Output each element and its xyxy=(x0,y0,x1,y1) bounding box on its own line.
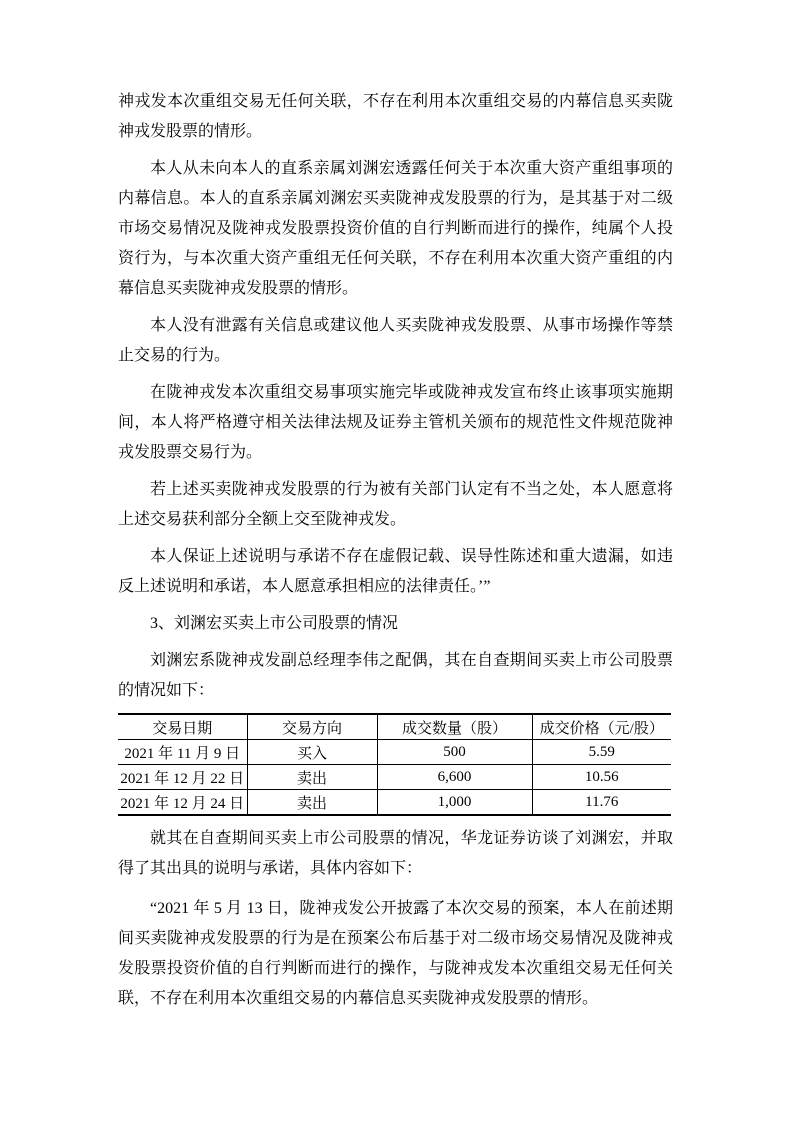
table-row xyxy=(118,765,671,790)
paragraphs-after-table xyxy=(118,824,673,1014)
table-cell: 2021 年 12 月 22 日 xyxy=(118,765,247,790)
column-header: 交易方向 xyxy=(247,714,377,740)
table-cell: 5.59 xyxy=(532,740,671,765)
table-cell: 买入 xyxy=(247,740,377,765)
table-header-row xyxy=(118,714,671,740)
table-cell: 2021 年 12 月 24 日 xyxy=(118,790,247,816)
table-row xyxy=(118,740,671,765)
table-cell: 11.76 xyxy=(532,790,671,816)
table-cell: 1,000 xyxy=(377,790,532,816)
table-cell: 2021 年 11 月 9 日 xyxy=(118,740,247,765)
paragraphs-before-table xyxy=(118,87,673,706)
column-header: 成交数量（股） xyxy=(377,714,532,740)
paragraph: 神戎发本次重组交易无任何关联，不存在利用本次重组交易的内幕信息买卖陇神戎发股票的情形。 xyxy=(118,93,673,140)
section-heading: 3、刘渊宏买卖上市公司股票的情况 xyxy=(150,615,399,632)
paragraph: 本人保证上述说明与承诺不存在虚假记载、误导性陈述和重大遗漏，如违反上述说明和承诺，本人愿意承担相应的法律责任。’” xyxy=(118,548,673,595)
table-row xyxy=(118,790,671,816)
table-cell: 500 xyxy=(377,740,532,765)
table-cell: 10.56 xyxy=(532,765,671,790)
paragraph: 若上述买卖陇神戎发股票的行为被有关部门认定有不当之处，本人愿意将上述交易获利部分全额上交至陇神戎发。 xyxy=(118,481,673,528)
paragraph: 刘渊宏系陇神戎发副总经理李伟之配偶，其在自查期间买卖上市公司股票的情况如下： xyxy=(118,652,673,699)
table-cell: 卖出 xyxy=(247,765,377,790)
paragraph: 本人没有泄露有关信息或建议他人买卖陇神戎发股票、从事市场操作等禁止交易的行为。 xyxy=(118,317,673,364)
paragraph: 在陇神戎发本次重组交易事项实施完毕或陇神戎发宣布终止该事项实施期间，本人将严格遵守相关法律法规及证券主管机关颁布的规范性文件规范陇神戎发股票交易行为。 xyxy=(118,384,673,461)
table-cell: 6,600 xyxy=(377,765,532,790)
stock-trades-table xyxy=(118,713,671,816)
paragraph: “2021 年 5 月 13 日，陇神戎发公开披露了本次交易的预案，本人在前述期间买卖陇神戎发股票的行为是在预案公布后基于对二级市场交易情况及陇神戎发股票投资价值的自行判断而进行的操作，与陇神戎发本次重组交易无任何关联，不存在利用本次重组交易的内幕信息买卖陇神戎发股票的情形。 xyxy=(118,900,673,1007)
column-header: 交易日期 xyxy=(118,714,247,740)
paragraph: 本人从未向本人的直系亲属刘渊宏透露任何关于本次重大资产重组事项的内幕信息。本人的直系亲属刘渊宏买卖陇神戎发股票的行为，是其基于对二级市场交易情况及陇神戎发股票投资价值的自行判断而进行的操作，纯属个人投资行为，与本次重大资产重组无任何关联，不存在利用本次重大资产重组的内幕信息买卖陇神戎发股票的情形。 xyxy=(118,160,673,297)
paragraph: 就其在自查期间买卖上市公司股票的情况，华龙证券访谈了刘渊宏，并取得了其出具的说明与承诺，具体内容如下： xyxy=(118,830,673,877)
column-header: 成交价格（元/股） xyxy=(532,714,671,740)
table-cell: 卖出 xyxy=(247,790,377,816)
